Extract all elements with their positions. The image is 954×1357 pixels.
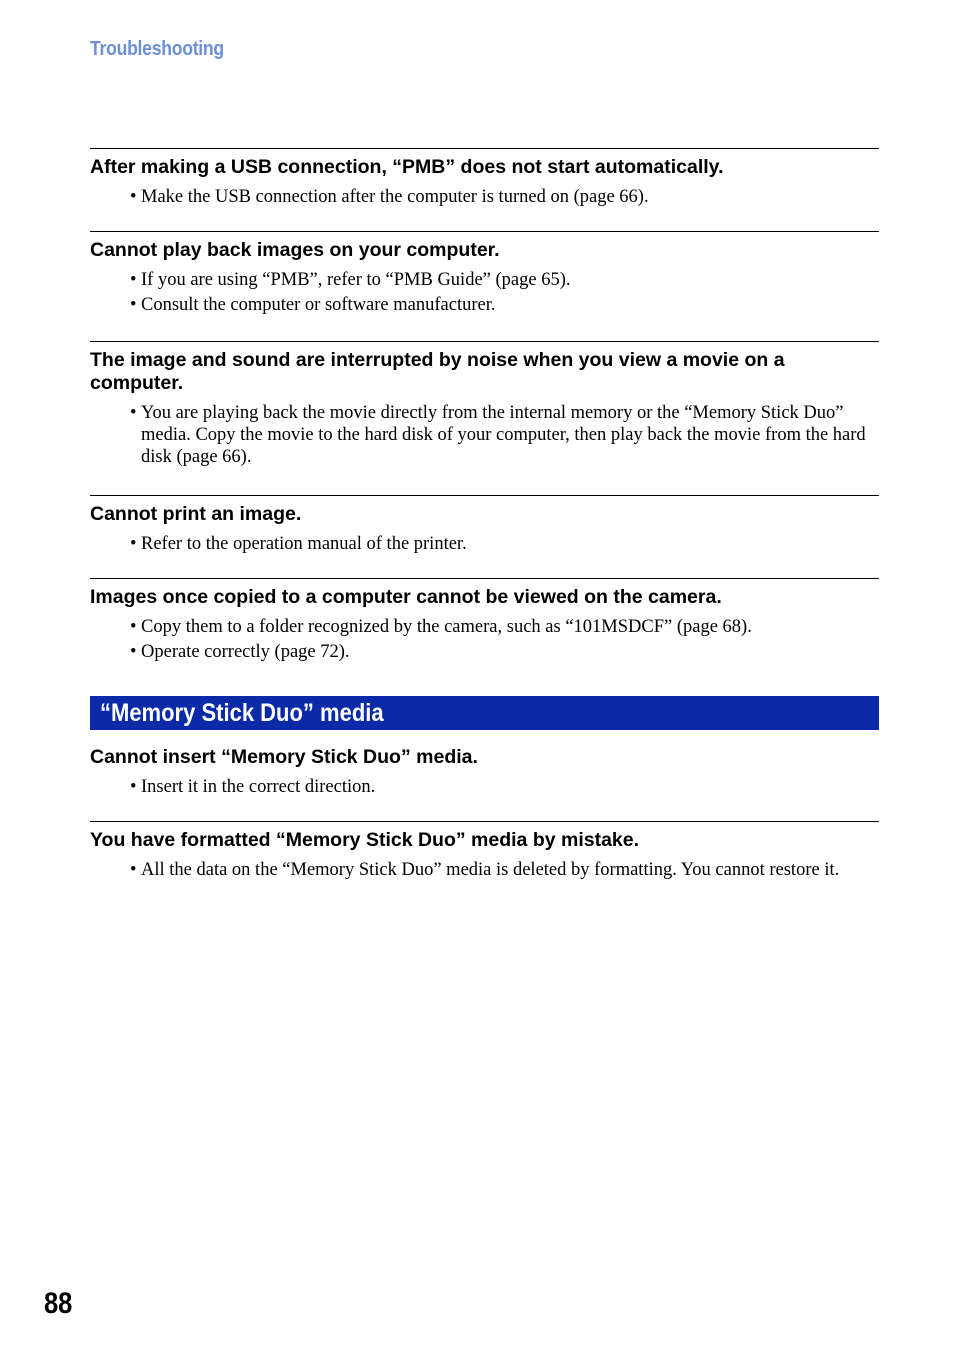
running-head: Troubleshooting (90, 38, 224, 60)
section-cannot-insert (90, 746, 879, 821)
banner-title: “Memory Stick Duo” media (100, 699, 384, 727)
bullet-item: • If you are using “PMB”, refer to “PMB Guide” (page 65). (130, 269, 879, 291)
memory-stick-section-banner (90, 696, 879, 730)
bullet-item: • Consult the computer or software manufacturer. (130, 294, 879, 316)
bullet-list (90, 186, 879, 208)
section-heading: The image and sound are interrupted by noise when you view a movie on a computer. (90, 349, 785, 394)
bullet-list (90, 402, 879, 468)
page-content (90, 148, 879, 884)
section-print-image (90, 495, 879, 578)
bullet-item: • Refer to the operation manual of the printer. (130, 533, 879, 555)
page-number: 88 (44, 1287, 73, 1320)
section-heading: Cannot play back images on your computer. (90, 239, 500, 261)
bullet-list (90, 533, 879, 555)
section-copied-images (90, 578, 879, 663)
bullet-list (90, 269, 879, 316)
bullet-item: • Insert it in the correct direction. (130, 776, 879, 798)
bullet-item: • You are playing back the movie directly from the internal memory or the “Memory Stick Duo” media. Copy the movie to the hard disk of your computer, then play back the movie from the hard disk (page 66). (130, 402, 879, 468)
section-movie-noise (90, 341, 879, 495)
bullet-list (90, 776, 879, 798)
bullet-item: • Operate correctly (page 72). (130, 641, 879, 663)
section-formatted-by-mistake (90, 821, 879, 881)
section-usb-pmb (90, 148, 879, 231)
section-heading: You have formatted “Memory Stick Duo” media by mistake. (90, 829, 640, 851)
bullet-list (90, 616, 879, 663)
section-playback-computer (90, 231, 879, 341)
section-heading: Cannot print an image. (90, 503, 302, 525)
bullet-item: • Make the USB connection after the computer is turned on (page 66). (130, 186, 879, 208)
section-heading: Images once copied to a computer cannot be viewed on the camera. (90, 586, 722, 608)
bullet-item: • Copy them to a folder recognized by the camera, such as “101MSDCF” (page 68). (130, 616, 879, 638)
section-heading: After making a USB connection, “PMB” does not start automatically. (90, 156, 724, 178)
bullet-item: • All the data on the “Memory Stick Duo” media is deleted by formatting. You cannot restore it. (130, 859, 879, 881)
bullet-list (90, 859, 879, 881)
section-heading: Cannot insert “Memory Stick Duo” media. (90, 746, 478, 768)
